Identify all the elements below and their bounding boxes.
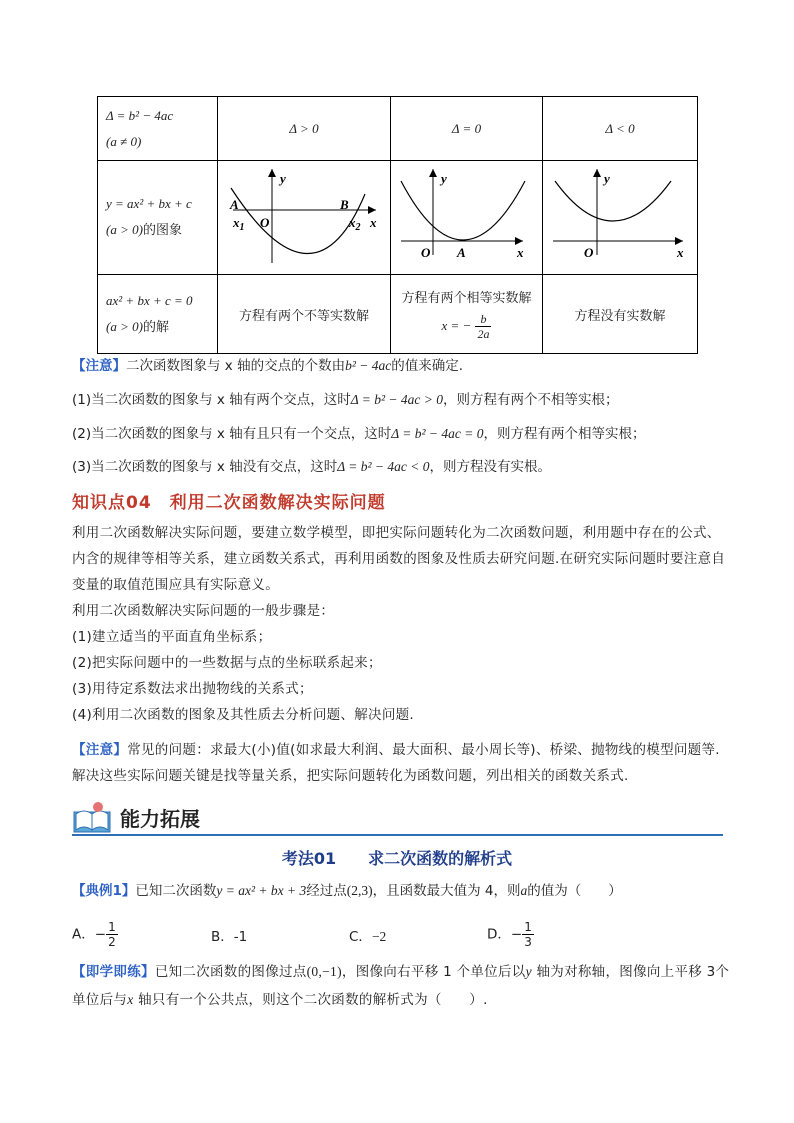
discriminant-formula: Δ = b² − 4ac (106, 107, 174, 123)
condition: (a > 0) (106, 318, 143, 334)
option-a[interactable] (72, 920, 118, 949)
x-axis-label: x (517, 245, 524, 260)
practice-text: 轴为对称轴，图像向上平移 3 (531, 964, 716, 980)
example-point: (2,3) (346, 883, 373, 898)
option-label: A． (72, 926, 95, 943)
option-sign: − (510, 926, 523, 943)
case-line (72, 424, 646, 444)
practice-var: y (525, 964, 532, 979)
case-formula: Δ = b² − 4ac < 0 (337, 459, 430, 474)
point-a-label: A (457, 245, 466, 260)
root-x1-var: x (233, 215, 240, 230)
practice-var: x (127, 992, 134, 1007)
case-label: Δ < 0 (605, 120, 635, 136)
row-label: 的解 (142, 319, 169, 335)
table-header-cell (98, 161, 218, 275)
numerator: b (475, 312, 491, 327)
graph-no-root (543, 161, 698, 274)
example-formula: y = ax² + bx + 3 (216, 883, 307, 898)
option-label: B． (211, 929, 234, 945)
practice-text: 已知二次函数的图像过点 (154, 964, 307, 980)
case-line (72, 457, 551, 477)
paragraph-title: 利用二次函数解决实际问题的一般步骤是： (72, 603, 335, 619)
table-cell (391, 161, 543, 275)
option-value: -1 (233, 929, 248, 945)
x-axis-label: x (677, 245, 684, 260)
condition: (a ≠ 0) (106, 133, 142, 149)
case-line (72, 390, 619, 410)
table-cell (218, 161, 391, 275)
origin-label: O (584, 245, 594, 260)
case-text: ，则方程有两个相等实根； (483, 426, 646, 442)
step-item: (4)利用二次函数的图象及其性质去分析问题、解决问题. (72, 707, 415, 723)
case-formula: Δ = b² − 4ac = 0 (391, 426, 484, 441)
practice-text: 个单位后与 (72, 964, 730, 1008)
option-fraction (106, 920, 118, 949)
table-row (98, 275, 698, 354)
solution-text: 方程没有实数解 (574, 308, 666, 324)
option-d[interactable] (487, 920, 534, 949)
case-label: Δ > 0 (289, 120, 319, 136)
method-heading: 考法01 求二次函数的解析式 (281, 849, 513, 868)
root-x1-sub: 1 (239, 222, 245, 233)
note-text: 的值来确定. (391, 358, 464, 374)
case-formula: Δ = b² − 4ac > 0 (350, 392, 444, 407)
book-icon (72, 800, 112, 834)
note-text: 二次函数图象与 x 轴的交点的个数由 (126, 358, 346, 374)
option-label: C． (349, 929, 372, 945)
x-axis-label: x (370, 215, 377, 230)
table-cell (543, 161, 698, 275)
case-text: (2)当二次函数的图象与 x 轴有且只有一个交点，这时 (72, 426, 392, 442)
table-cell (391, 97, 543, 161)
note-formula: b² − 4ac (345, 358, 392, 373)
example-tag: 【典例1】 (72, 883, 136, 899)
solution-text: 方程有两个不等实数解 (238, 308, 369, 324)
example-text: 经过点 (306, 883, 347, 899)
function-formula: y = ax² + bx + c (106, 196, 192, 211)
section-title: 能力拓展 (120, 807, 200, 831)
origin-label: O (421, 245, 431, 260)
example-var: a (520, 883, 528, 898)
point-a-label: A (230, 197, 239, 212)
case-text: ，则方程有两个不相等实根； (443, 392, 619, 408)
practice-text: ，图像向右平移 1 个单位后以 (341, 964, 526, 980)
step-item: (1)建立适当的平面直角坐标系； (72, 629, 272, 645)
graph-one-root (391, 161, 543, 274)
denominator: 2 (108, 935, 116, 949)
option-b[interactable] (211, 925, 247, 945)
case-text: (1)当二次函数的图象与 x 轴有两个交点，这时 (72, 392, 351, 408)
note-tag: 【注意】 (72, 358, 126, 374)
solution-text: 方程有两个相等实数解 (401, 291, 532, 306)
denominator: 2a (477, 327, 490, 341)
point-b-label: B (340, 197, 349, 212)
row-label: 的图象 (142, 223, 182, 238)
root-x2-label (348, 215, 361, 233)
example-line (72, 881, 622, 901)
fraction (475, 312, 491, 341)
note-line (72, 356, 463, 376)
option-c[interactable] (349, 925, 386, 945)
practice-tag: 【即学即练】 (72, 964, 155, 980)
numerator: 1 (108, 920, 116, 934)
section-divider (72, 834, 723, 836)
example-text: 已知二次函数 (135, 883, 217, 899)
table-cell (543, 97, 698, 161)
option-label: D． (487, 926, 511, 943)
root-x2-var: x (349, 215, 356, 230)
practice-text: 轴只有一个公共点，则这个二次函数的解析式为（ ）. (133, 992, 488, 1008)
knowledge-point-heading: 知识点04 利用二次函数解决实际问题 (72, 493, 386, 513)
table-cell (543, 275, 698, 354)
y-axis-label: y (441, 171, 447, 186)
note-paragraph (72, 737, 732, 789)
example-text: ，且函数最大值为 4，则 (372, 883, 521, 899)
solution-formula (391, 312, 542, 341)
table-row (98, 97, 698, 161)
table-header-cell (98, 97, 218, 161)
option-sign: − (94, 926, 107, 943)
root-x1-label (232, 215, 245, 233)
case-text: ，则方程没有实根。 (429, 459, 552, 475)
graph-two-roots (218, 161, 391, 274)
y-axis-label: y (280, 171, 286, 186)
example-text: 的值为（ ） (527, 883, 622, 899)
condition: (a > 0) (106, 222, 143, 237)
y-axis-label: y (604, 171, 610, 186)
table-row (98, 161, 698, 275)
case-text: (3)当二次函数的图象与 x 轴没有交点，这时 (72, 459, 338, 475)
formula-lhs: x = − (441, 318, 472, 333)
origin-label: O (260, 215, 270, 230)
paragraph: 利用二次函数解决实际问题，要建立数学模型，即把实际问题转化为二次函数问题，利用题中存在的公式、内含的规律等相等关系，建立函数关系式，再利用函数的图象及性质去研究问题.在研究实际问题时要注意自变量的取值范围应具有实际意义。 (72, 525, 726, 593)
numerator: 1 (524, 920, 532, 934)
option-fraction (522, 920, 534, 949)
root-x2-sub: 2 (355, 222, 361, 233)
step-item: (3)用待定系数法求出抛物线的关系式； (72, 681, 313, 697)
case-label: Δ = 0 (451, 120, 482, 136)
option-value: −2 (371, 929, 387, 944)
note-tag: 【注意】 (72, 742, 128, 758)
table-cell (218, 275, 391, 354)
table-cell (218, 97, 391, 161)
practice-paragraph (72, 958, 732, 1014)
practice-point: (0,−1) (306, 964, 342, 979)
table-cell (391, 275, 543, 354)
equation-formula: ax² + bx + c = 0 (106, 292, 193, 308)
discriminant-table (97, 96, 698, 354)
note-text: 常见的问题：求最大(小)值(如求最大利润、最大面积、最小周长等)、桥梁、抛物线的模型问题等.解决这些实际问题关键是找等量关系，把实际问题转化为函数问题，列出相关的函数关系式. (72, 742, 720, 784)
denominator: 3 (524, 935, 532, 949)
step-item: (2)把实际问题中的一些数据与点的坐标联系起来； (72, 655, 382, 671)
table-header-cell (98, 275, 218, 354)
